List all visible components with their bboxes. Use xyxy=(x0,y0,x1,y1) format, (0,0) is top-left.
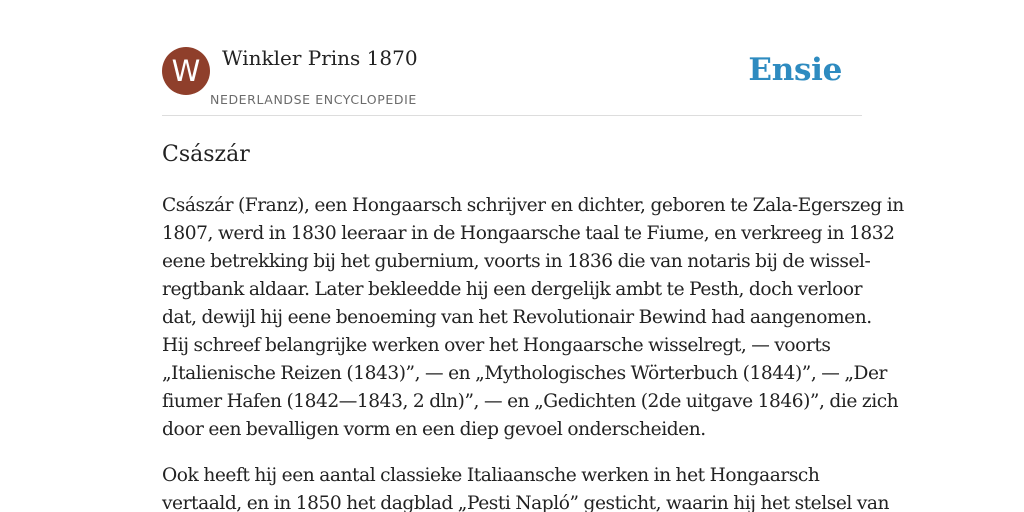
text-line: 1807, werd in 1830 leeraar in de Hongaarsche taal te Fiume, en verkreeg in 1832 xyxy=(162,223,895,244)
page-container xyxy=(162,0,904,512)
text-line: „Italienische Reizen (1843)”, — en „Mythologisches Wörterbuch (1844)”, — „Der xyxy=(162,363,887,384)
article-header xyxy=(162,0,862,116)
source-subtitle: NEDERLANDSE ENCYCLOPEDIE xyxy=(210,92,417,107)
article-title: Császár xyxy=(162,142,250,167)
paragraph xyxy=(162,462,890,512)
text-line: vertaald, en in 1850 het dagblad „Pesti Napló” gesticht, waarin hij het stelsel van xyxy=(162,493,890,512)
text-line: eene betrekking bij het gubernium, voorts in 1836 die van notaris bij de wissel- xyxy=(162,251,871,272)
article-body xyxy=(162,192,904,512)
avatar-letter: W xyxy=(171,53,201,88)
text-line: Ook heeft hij een aantal classieke Italiaansche werken in het Hongaarsch xyxy=(162,465,820,486)
text-line: fiumer Hafen (1842—1843, 2 dln)”, — en „Gedichten (2de uitgave 1846)”, die zich xyxy=(162,391,899,412)
brand-logo[interactable]: Ensie xyxy=(748,52,842,88)
text-line: Császár (Franz), een Hongaarsch schrijver en dichter, geboren te Zala-Egerszeg in xyxy=(162,195,904,216)
text-line: dat, dewijl hij eene benoeming van het Revolutionair Bewind had aangenomen. xyxy=(162,307,872,328)
source-title[interactable]: Winkler Prins 1870 xyxy=(222,46,418,70)
paragraph xyxy=(162,192,904,444)
source-avatar[interactable] xyxy=(162,47,210,95)
text-line: regtbank aldaar. Later bekleedde hij een dergelijk ambt te Pesth, doch verloor xyxy=(162,279,863,300)
text-line: door een bevalligen vorm en een diep gevoel onderscheiden. xyxy=(162,419,706,440)
text-line: Hij schreef belangrijke werken over het Hongaarsche wisselregt, — voorts xyxy=(162,335,831,356)
